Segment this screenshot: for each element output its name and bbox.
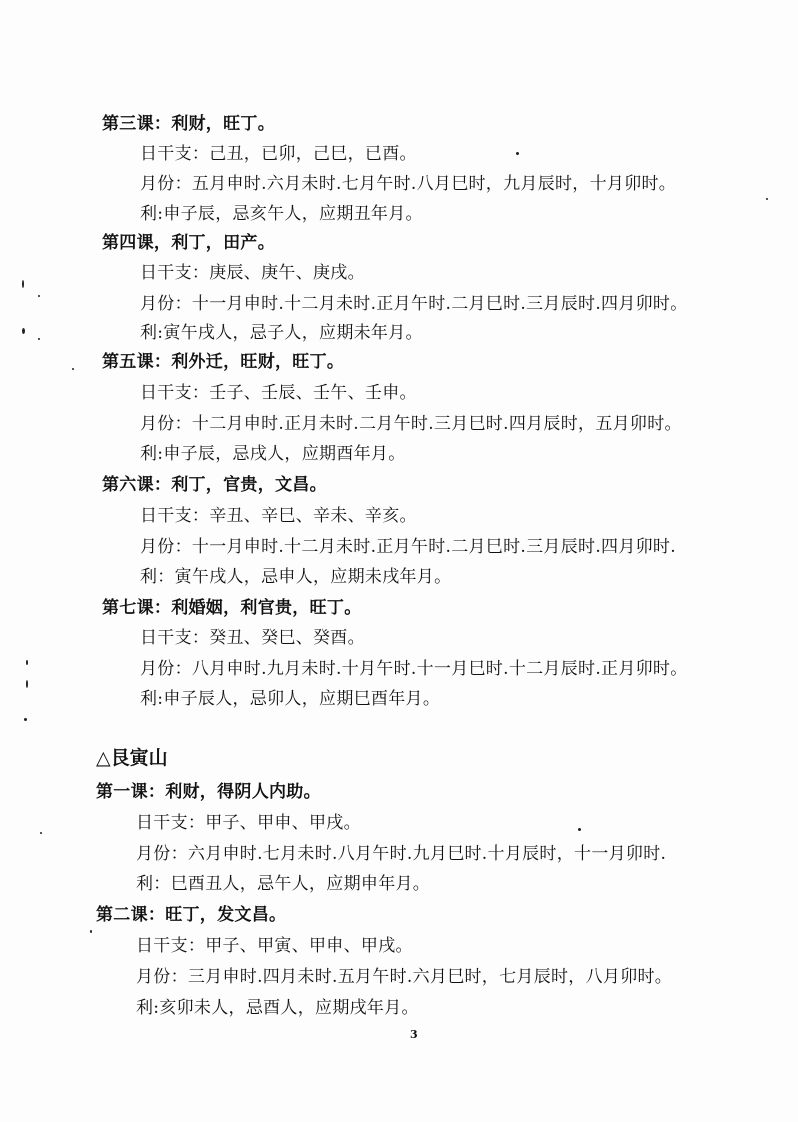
scan-speck bbox=[26, 680, 28, 688]
scan-speck bbox=[72, 368, 74, 370]
month-hours: 月份：十一月申时.十二月未时.正月午时.二月巳时.三月辰时.四月卯时。 bbox=[140, 294, 688, 314]
scan-speck bbox=[90, 930, 92, 933]
scan-speck bbox=[40, 832, 42, 834]
lesson-title: 第一课：利财，得阴人内助。 bbox=[96, 782, 321, 802]
scan-speck bbox=[22, 328, 25, 334]
lesson-title: 第二课：旺丁，发文昌。 bbox=[96, 905, 287, 925]
lesson-title: 第七课：利婚姻，利官贵，旺丁。 bbox=[102, 598, 362, 618]
scan-speck bbox=[516, 152, 519, 155]
month-hours: 月份：五月申时.六月未时.七月午时.八月巳时，九月辰时，十月卯时。 bbox=[140, 174, 677, 194]
lesson-title: 第五课：利外迁，旺财，旺丁。 bbox=[102, 352, 345, 372]
benefit-line: 利:寅午戌人，忌子人，应期未年月。 bbox=[140, 323, 423, 343]
month-hours: 月份：六月申时.七月未时.八月午时.九月巳时.十月辰时，十一月卯时. bbox=[136, 844, 667, 864]
month-hours: 月份：十二月申时.正月未时.二月午时.三月巳时.四月辰时，五月卯时。 bbox=[140, 414, 682, 434]
month-hours: 月份：十一月申时.十二月未时.正月午时.二月巳时.三月辰时.四月卯时. bbox=[140, 537, 676, 557]
scan-speck bbox=[578, 828, 581, 831]
benefit-line: 利:亥卯未人，忌酉人，应期戌年月。 bbox=[136, 998, 419, 1018]
scan-speck bbox=[38, 295, 40, 297]
day-ganzhi: 日干支：癸丑、癸巳、癸酉。 bbox=[140, 628, 365, 648]
day-ganzhi: 日干支：庚辰、庚午、庚戌。 bbox=[140, 263, 365, 283]
scan-speck bbox=[24, 718, 27, 721]
benefit-line: 利：寅午戌人，忌申人，应期未戌年月。 bbox=[140, 567, 452, 587]
benefit-line: 利：巳酉丑人，忌午人，应期申年月。 bbox=[136, 874, 431, 894]
page-number: 3 bbox=[410, 1028, 418, 1041]
day-ganzhi: 日干支：辛丑、辛巳、辛未、辛亥。 bbox=[140, 506, 417, 526]
benefit-line: 利:申子辰，忌亥午人，应期丑年月。 bbox=[140, 204, 423, 224]
day-ganzhi: 日干支：己丑，已卯，己巳，已酉。 bbox=[140, 144, 417, 164]
scan-speck bbox=[766, 198, 768, 200]
section-title: △艮寅山 bbox=[96, 747, 168, 769]
scan-speck bbox=[22, 280, 24, 288]
month-hours: 月份：八月申时.九月未时.十月午时.十一月巳时.十二月辰时.正月卯时。 bbox=[140, 659, 688, 679]
scan-speck bbox=[26, 660, 28, 665]
lesson-title: 第四课，利丁，田产。 bbox=[102, 233, 275, 253]
lesson-title: 第六课：利丁，官贵，文昌。 bbox=[102, 475, 327, 495]
benefit-line: 利:申子辰人，忌卯人，应期巳酉年月。 bbox=[140, 689, 441, 709]
day-ganzhi: 日干支：壬子、壬辰、壬午、壬申。 bbox=[140, 383, 417, 403]
day-ganzhi: 日干支：甲子、甲申、甲戌。 bbox=[136, 813, 361, 833]
lesson-title: 第三课：利财，旺丁。 bbox=[102, 114, 275, 134]
month-hours: 月份：三月申时.四月未时.五月午时.六月巳时，七月辰时，八月卯时。 bbox=[136, 967, 673, 987]
benefit-line: 利:申子辰，忌戌人，应期酉年月。 bbox=[140, 444, 406, 464]
day-ganzhi: 日干支：甲子、甲寅、甲申、甲戌。 bbox=[136, 936, 413, 956]
scan-speck bbox=[38, 338, 40, 340]
